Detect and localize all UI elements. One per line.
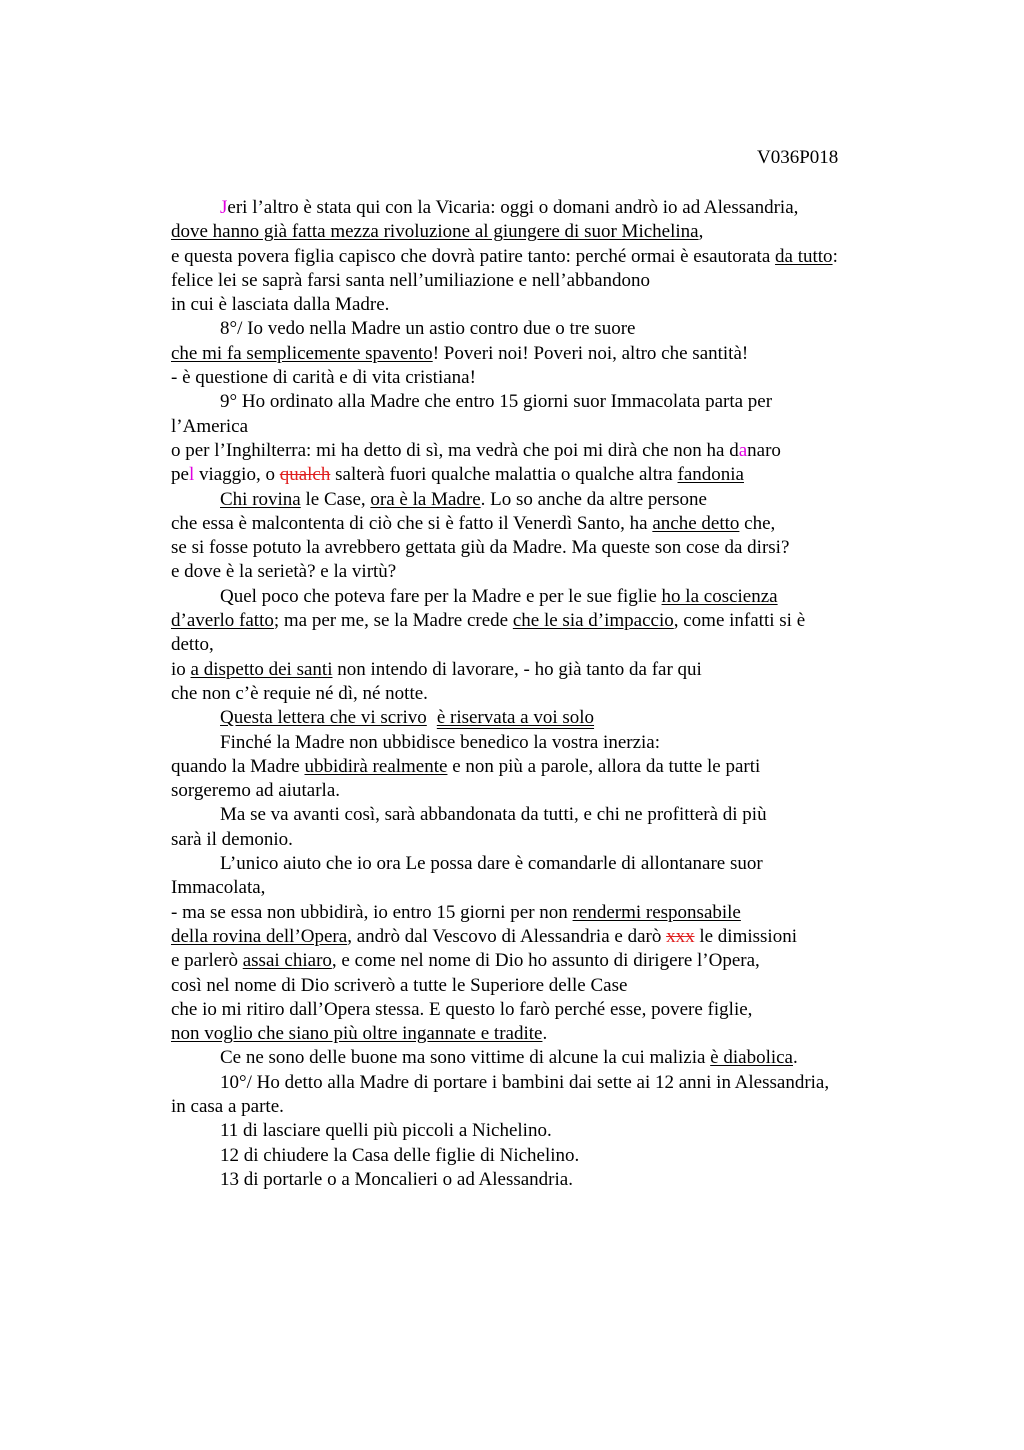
- text-line: [171, 342, 911, 366]
- text-line: 11 di lasciare quelli più piccoli a Nichelino.: [220, 1120, 552, 1142]
- inserted-letter: a: [738, 439, 748, 461]
- underlined-text: Questa lettera che vi scrivo: [220, 707, 427, 729]
- text-line: così nel nome di Dio scriverò a tutte le Superiore delle Case: [171, 974, 628, 996]
- text-span: Quel poco che poteva fare per la Madre e per le sue figlie: [220, 585, 662, 607]
- text-span: , andrò dal Vescovo di Alessandria e darò: [347, 925, 667, 947]
- text-line: detto,: [171, 634, 214, 656]
- text-line: [171, 925, 911, 949]
- text-line: [171, 439, 911, 463]
- text-span: . Lo so anche da altre persone: [480, 488, 707, 510]
- text-line: in cui è lasciata dalla Madre.: [171, 294, 390, 316]
- underlined-text: dove hanno già fatta mezza rivoluzione al giungere di suor Michelina: [171, 221, 699, 243]
- underlined-text: da tutto: [775, 245, 833, 267]
- text-line: [171, 949, 911, 973]
- text-span: .: [542, 1023, 548, 1045]
- underlined-text: è diabolica: [710, 1047, 793, 1069]
- underlined-text: rendermi responsabile: [572, 901, 741, 923]
- text-span: io: [171, 658, 191, 680]
- text-span: ; ma per me, se la Madre crede: [273, 610, 513, 632]
- text-span: :: [832, 245, 838, 267]
- document-body: [171, 196, 911, 1192]
- underlined-text: d’averlo fatto: [171, 610, 274, 632]
- text-span: salterà fuori qualche malattia o qualche altra: [330, 464, 678, 486]
- text-line: [171, 463, 911, 487]
- text-span: naro: [747, 439, 781, 461]
- underlined-text: fandonia: [677, 464, 744, 486]
- text-span: che,: [739, 512, 776, 534]
- text-line: Ma se va avanti così, sarà abbandonata da tutti, e chi ne profitterà di più: [220, 804, 767, 826]
- double-underlined-text: è riservata a voi solo: [436, 707, 595, 729]
- text-span: ! Poveri noi! Poveri noi, altro che santità!: [432, 342, 749, 364]
- text-span: e non più a parole, allora da tutte le parti: [447, 755, 761, 777]
- text-line: [171, 901, 911, 925]
- text-span: che essa è malcontenta di ciò che si è fatto il Venerdì Santo, ha: [171, 512, 653, 534]
- text-line: sorgeremo ad aiutarla.: [171, 780, 340, 802]
- text-span: Ce ne sono delle buone ma sono vittime di alcune la cui malizia: [220, 1047, 711, 1069]
- text-line: se si fosse potuto la avrebbero gettata giù da Madre. Ma queste son cose da dirsi?: [171, 537, 790, 559]
- text-line: [171, 755, 911, 779]
- underlined-text: della rovina dell’Opera: [171, 925, 348, 947]
- deleted-text: qualch: [279, 464, 331, 486]
- text-line: [171, 609, 911, 633]
- text-line: l’America: [171, 415, 249, 437]
- text-line: 12 di chiudere la Casa delle figlie di Nichelino.: [220, 1144, 580, 1166]
- text-line: e dove è la serietà? e la virtù?: [171, 561, 397, 583]
- text-span: eri l’altro è stata qui con la Vicaria: oggi o domani andrò io ad Alessandria,: [227, 197, 799, 218]
- text-line: [171, 658, 911, 682]
- text-span: e parlerò: [171, 950, 243, 972]
- underlined-text: che mi fa semplicemente spavento: [171, 342, 433, 364]
- text-span: non intendo di lavorare, - ho già tanto da far qui: [332, 658, 702, 680]
- text-line: [171, 488, 911, 512]
- text-line: [171, 196, 911, 220]
- inserted-letter: J: [220, 197, 228, 218]
- underlined-text: ho la coscienza: [661, 585, 778, 607]
- text-line: Immacolata,: [171, 877, 266, 899]
- text-span: viaggio, o: [194, 464, 280, 486]
- text-line: [171, 585, 911, 609]
- text-span: o per l’Inghilterra: mi ha detto di sì, ma vedrà che poi mi dirà che non ha d: [171, 439, 739, 461]
- text-span: ,: [698, 221, 704, 243]
- text-line: L’unico aiuto che io ora Le possa dare è comandarle di allontanare suor: [220, 853, 763, 875]
- text-line: 13 di portarle o a Moncalieri o ad Alessandria.: [220, 1168, 573, 1190]
- text-line: [171, 706, 911, 730]
- text-span: le Case,: [300, 488, 371, 510]
- text-line: [171, 220, 911, 244]
- text-line: 10°/ Ho detto alla Madre di portare i bambini dai sette ai 12 anni in Alessandria,: [220, 1071, 830, 1093]
- text-line: sarà il demonio.: [171, 828, 293, 850]
- text-line: che non c’è requie né dì, né notte.: [171, 682, 428, 704]
- text-span: .: [793, 1047, 798, 1069]
- underlined-text: non voglio che siano più oltre ingannate e tradite: [171, 1023, 543, 1045]
- underlined-text: Chi rovina: [220, 488, 301, 510]
- underlined-text: che le sia d’impaccio: [512, 610, 674, 632]
- text-span: e questa povera figlia capisco che dovrà patire tanto: perché ormai è esautorata: [171, 245, 776, 267]
- text-line: Finché la Madre non ubbidisce benedico la vostra inerzia:: [220, 731, 661, 753]
- text-line: [171, 1022, 911, 1046]
- text-span: , come infatti si è: [673, 610, 806, 632]
- text-line: 8°/ Io vedo nella Madre un astio contro due o tre suore: [220, 318, 636, 340]
- text-line: in casa a parte.: [171, 1095, 284, 1117]
- text-span: quando la Madre: [171, 755, 305, 777]
- text-line: [171, 1046, 911, 1070]
- underlined-text: anche detto: [652, 512, 740, 534]
- text-span: , e come nel nome di Dio ho assunto di dirigere l’Opera,: [331, 950, 760, 972]
- text-line: felice lei se saprà farsi santa nell’umiliazione e nell’abbandono: [171, 269, 651, 291]
- underlined-text: ora è la Madre: [370, 488, 481, 510]
- text-span: pe: [171, 464, 189, 486]
- underlined-text: a dispetto dei santi: [190, 658, 333, 680]
- text-line: [171, 512, 911, 536]
- text-line: che io mi ritiro dall’Opera stessa. E questo lo farò perché esse, povere figlie,: [171, 998, 753, 1020]
- text-span: le dimissioni: [694, 925, 797, 947]
- underlined-text: assai chiaro: [242, 950, 332, 972]
- inserted-letter: l: [188, 464, 195, 486]
- text-line: [171, 245, 911, 269]
- deleted-text: xxx: [666, 925, 695, 947]
- text-line: 9° Ho ordinato alla Madre che entro 15 giorni suor Immacolata parta per: [220, 391, 773, 413]
- underlined-text: ubbidirà realmente: [304, 755, 448, 777]
- text-line: - è questione di carità e di vita cristiana!: [171, 367, 476, 389]
- page-id: V036P018: [757, 147, 839, 168]
- text-span: - ma se essa non ubbidirà, io entro 15 giorni per non: [171, 901, 573, 923]
